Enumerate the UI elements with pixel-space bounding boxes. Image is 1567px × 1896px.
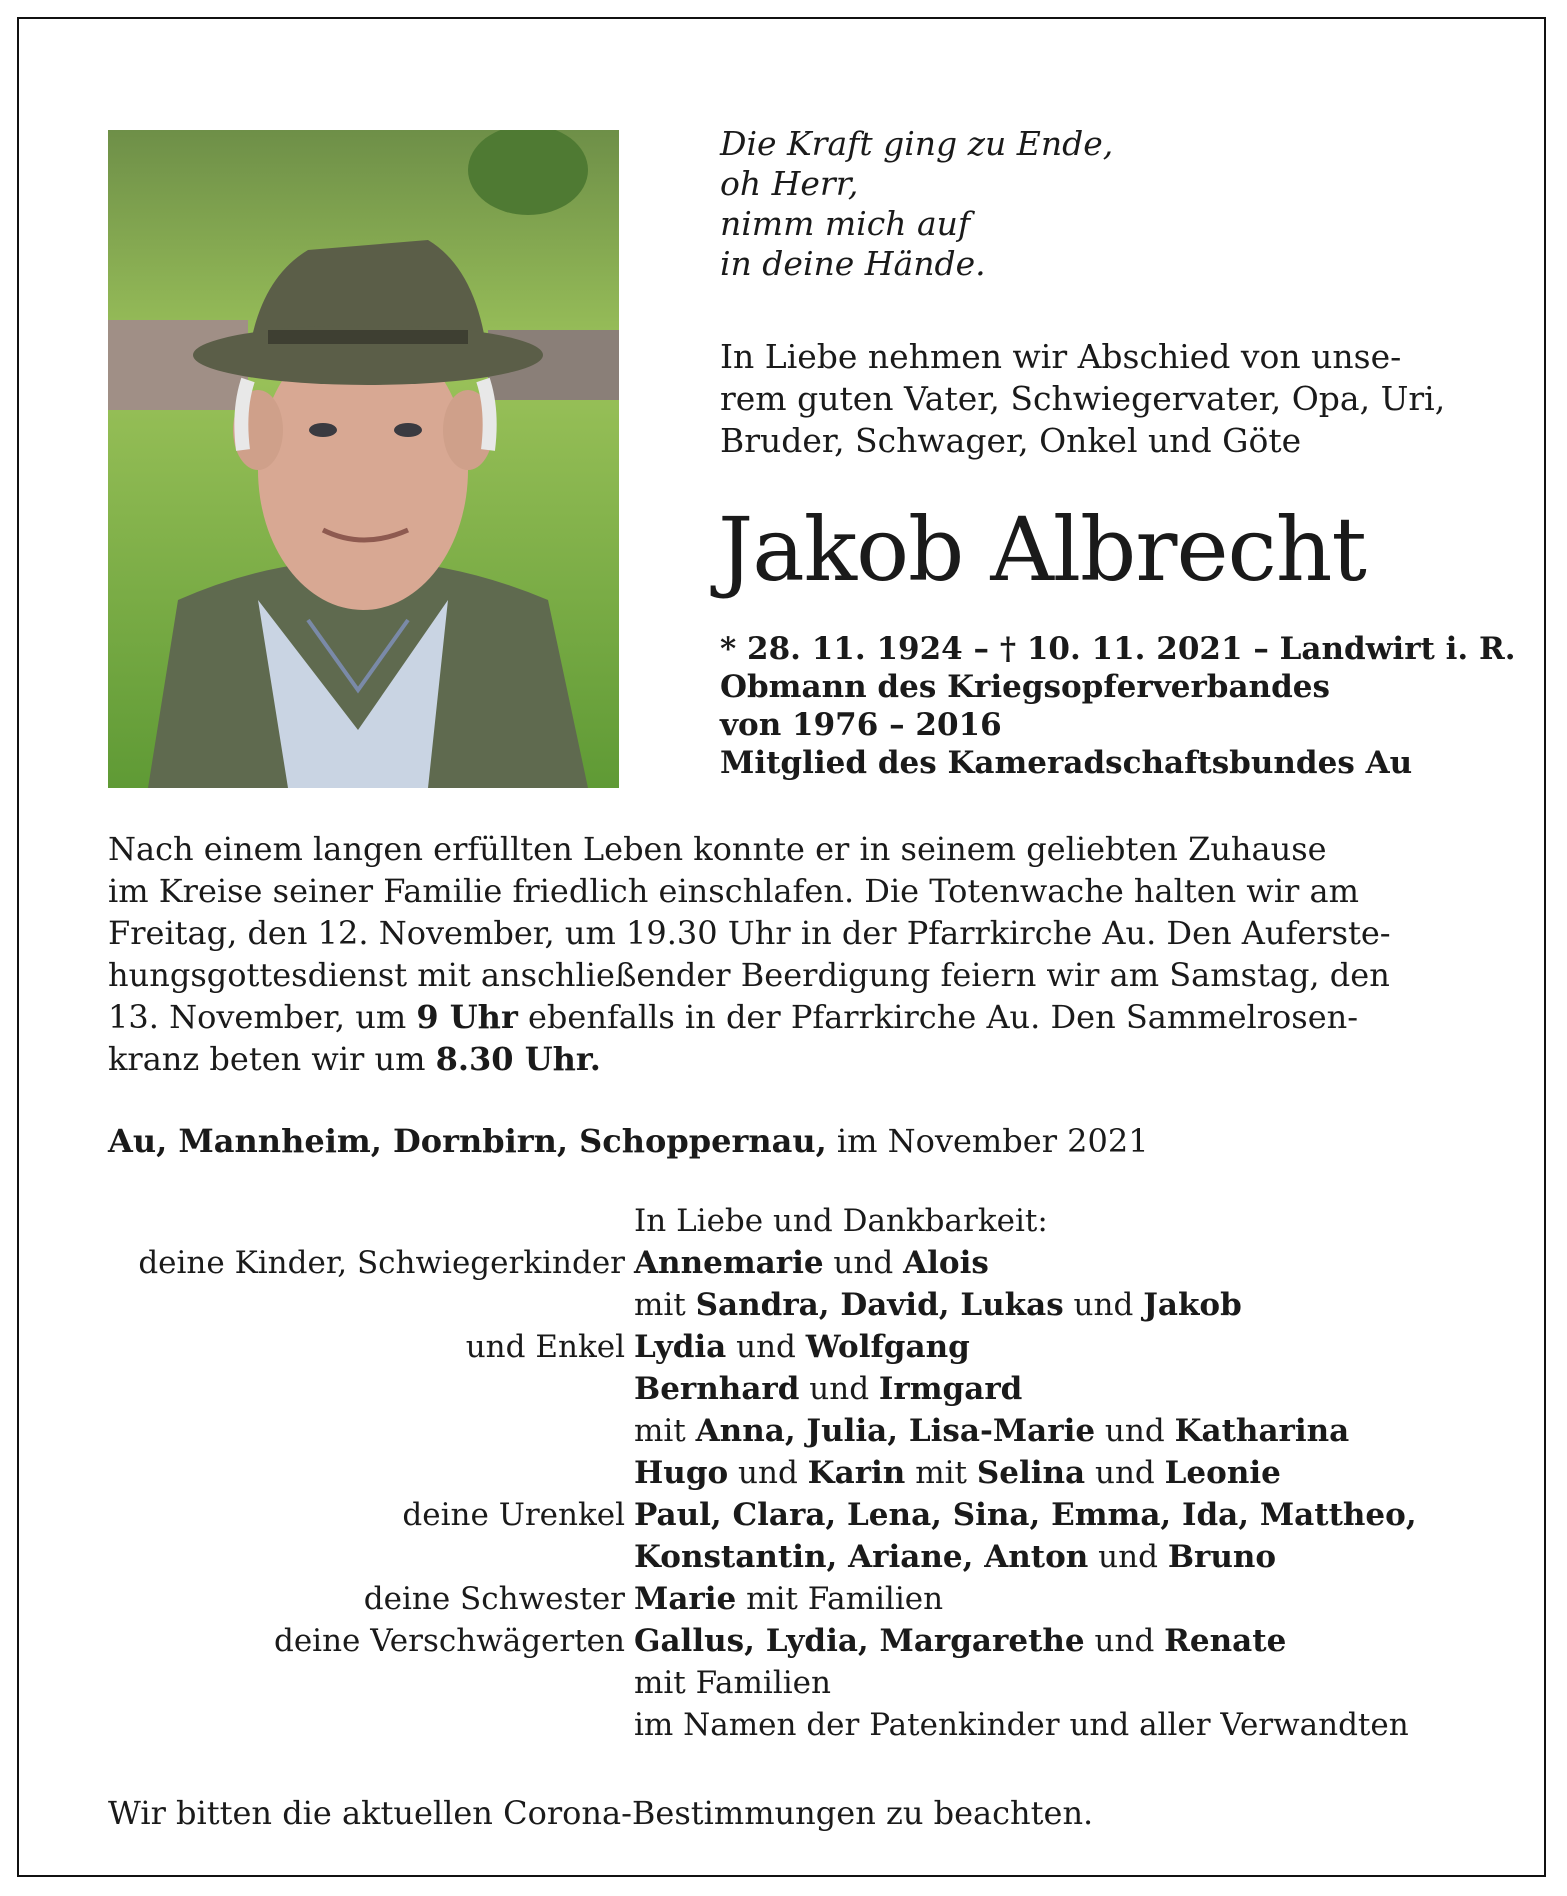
family-label: und Enkel [465, 1329, 625, 1365]
family-name: Konstantin, Ariane, Anton [634, 1539, 1089, 1575]
family-name: Renate [1164, 1623, 1287, 1659]
family-row [0, 1452, 1567, 1494]
family-row [0, 1284, 1567, 1326]
family-note: im Namen der Patenkinder und aller Verwandten [634, 1707, 1409, 1743]
connector: und [823, 1245, 904, 1281]
detail-line: Obmann des Kriegsopferverbandes [720, 669, 1330, 705]
body-line: Nach einem langen erfüllten Leben konnte er in seinem geliebten Zuhause [108, 830, 1327, 868]
places-line [108, 1120, 1149, 1162]
footer-note: Wir bitten die aktuellen Corona-Bestimmungen zu beachten. [108, 1794, 1094, 1832]
poem-line: nimm mich auf [720, 204, 971, 243]
family-name: Annemarie [634, 1245, 824, 1281]
connector: und [799, 1371, 879, 1407]
family-row [0, 1536, 1567, 1578]
places-names: Au, Mannheim, Dornbirn, Schoppernau, [108, 1122, 827, 1160]
body-text: 13. November, um [108, 998, 417, 1036]
funeral-time: 9 Uhr [416, 998, 518, 1036]
family-row [0, 1200, 1567, 1242]
intro-line: Bruder, Schwager, Onkel und Göte [720, 421, 1302, 460]
body-line [108, 1038, 1458, 1080]
connector: mit [905, 1455, 977, 1491]
family-name: Alois [903, 1245, 989, 1281]
family-name: Hugo [634, 1455, 729, 1491]
announcement-text [108, 828, 1458, 1080]
intro-line: In Liebe nehmen wir Abschied von unse- [720, 337, 1402, 376]
family-row [0, 1410, 1567, 1452]
family-note: mit Familien [634, 1665, 831, 1701]
body-line: im Kreise seiner Familie friedlich einschlafen. Die Totenwache halten wir am [108, 872, 1359, 910]
family-label: deine Schwester [363, 1581, 625, 1617]
connector: mit [634, 1287, 696, 1323]
family-name: Sandra, David, Lukas [695, 1287, 1064, 1323]
detail-line: von 1976 – 2016 [720, 707, 1002, 743]
family-name: Karin [807, 1455, 906, 1491]
family-list [0, 1200, 1567, 1746]
family-label: deine Kinder, Schwiegerkinder [138, 1245, 625, 1281]
connector: und [1095, 1413, 1175, 1449]
body-text: kranz beten wir um [108, 1040, 436, 1078]
family-names [634, 1368, 1022, 1410]
family-names [634, 1410, 1349, 1452]
connector: und [728, 1455, 808, 1491]
poem [720, 124, 1113, 284]
family-row [0, 1578, 1567, 1620]
connector: und [1088, 1539, 1168, 1575]
connector: und [726, 1329, 806, 1365]
family-names [634, 1578, 943, 1620]
family-label: deine Urenkel [402, 1497, 625, 1533]
family-row [0, 1368, 1567, 1410]
connector: und [1063, 1287, 1144, 1323]
family-name: Leonie [1164, 1455, 1281, 1491]
family-row [0, 1242, 1567, 1284]
family-heading: In Liebe und Dankbarkeit: [634, 1203, 1048, 1239]
intro-text [720, 336, 1445, 462]
family-name: Jakob [1143, 1287, 1242, 1323]
family-row [0, 1494, 1567, 1536]
deceased-name: Jakob Albrecht [718, 498, 1366, 601]
body-text: ebenfalls in der Pfarrkirche Au. Den Sammelrosen- [517, 998, 1359, 1036]
family-name: Marie [634, 1581, 737, 1617]
family-name: Gallus, Lydia, Margarethe [634, 1623, 1085, 1659]
connector: und [1085, 1455, 1165, 1491]
family-row [0, 1704, 1567, 1746]
connector: mit [634, 1413, 696, 1449]
family-name: Irmgard [878, 1371, 1023, 1407]
family-name: Bruno [1167, 1539, 1277, 1575]
family-name: Selina [976, 1455, 1086, 1491]
body-line: Freitag, den 12. November, um 19.30 Uhr in der Pfarrkirche Au. Den Auferste- [108, 914, 1391, 952]
places-date: im November 2021 [826, 1122, 1149, 1160]
family-names [634, 1326, 970, 1368]
family-names [634, 1284, 1242, 1326]
body-line [108, 996, 1458, 1038]
family-names [634, 1536, 1276, 1578]
detail-line: Mitglied des Kameradschaftsbundes Au [720, 745, 1413, 781]
rosary-time: 8.30 Uhr. [435, 1040, 601, 1078]
portrait-photo-icon [108, 130, 619, 788]
family-names [634, 1452, 1281, 1494]
intro-line: rem guten Vater, Schwiegervater, Opa, Uri, [720, 379, 1446, 418]
body-line: hungsgottesdienst mit anschließender Beerdigung feiern wir am Samstag, den [108, 956, 1390, 994]
family-names: Paul, Clara, Lena, Sina, Emma, Ida, Mattheo, [634, 1497, 1417, 1533]
poem-line: Die Kraft ging zu Ende, [720, 124, 1114, 163]
family-label: deine Verschwägerten [273, 1623, 625, 1659]
family-row [0, 1326, 1567, 1368]
family-name: Wolfgang [805, 1329, 970, 1365]
connector: und [1084, 1623, 1165, 1659]
family-name: Lydia [634, 1329, 727, 1365]
family-row [0, 1620, 1567, 1662]
poem-line: oh Herr, [720, 164, 859, 203]
life-details [720, 630, 1516, 782]
family-row [0, 1662, 1567, 1704]
family-names [634, 1242, 989, 1284]
family-name: Katharina [1174, 1413, 1350, 1449]
connector: mit Familien [736, 1581, 944, 1617]
family-names [634, 1620, 1286, 1662]
family-name: Bernhard [634, 1371, 800, 1407]
dates-line: * 28. 11. 1924 – † 10. 11. 2021 – Landwirt i. R. [720, 631, 1516, 667]
family-name: Anna, Julia, Lisa-Marie [695, 1413, 1096, 1449]
poem-line: in deine Hände. [720, 244, 986, 283]
